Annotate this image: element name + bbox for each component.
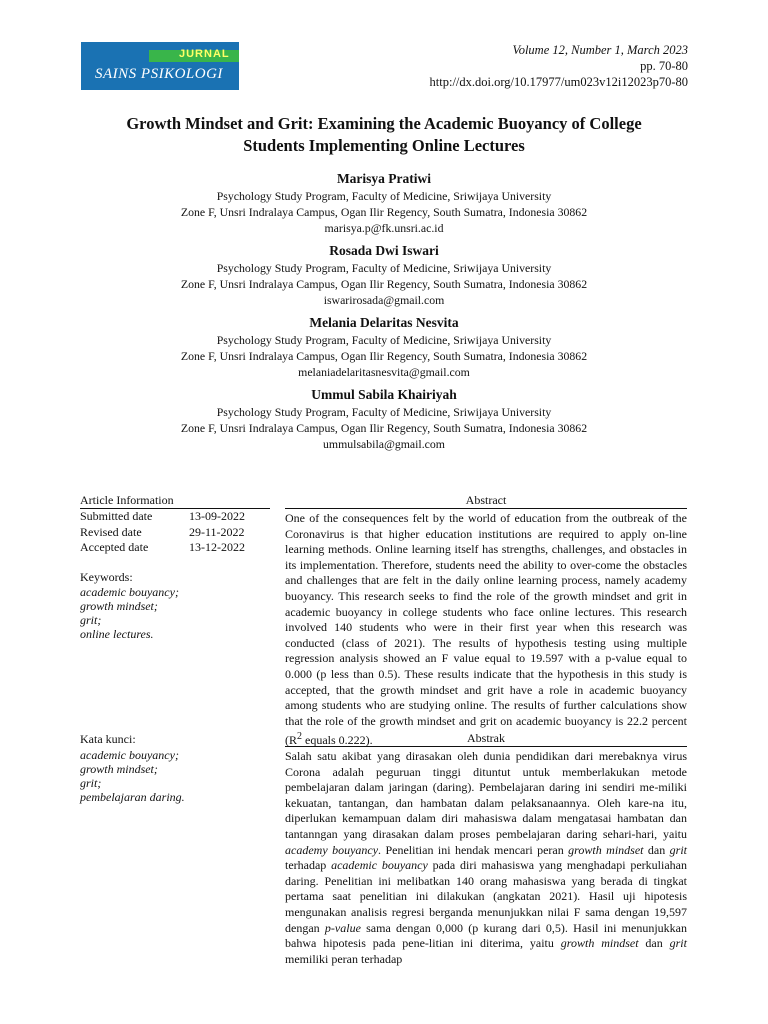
author-address: Zone F, Unsri Indralaya Campus, Ogan Ilir Regency, South Sumatra, Indonesia 30862 [180,205,588,219]
author-block [80,386,688,452]
author-affiliation: Psychology Study Program, Faculty of Medicine, Sriwijaya University [216,333,552,347]
keyword: grit; [80,613,102,627]
submitted-date: 13-09-2022 [189,509,245,523]
abstract-text [285,511,687,749]
abstract-section [285,494,687,749]
journal-logo [81,42,239,90]
author-email[interactable]: melaniadelaritasnesvita@gmail.com [298,365,470,379]
abstract-heading: Abstract [285,494,687,509]
revised-label: Revised date [80,524,142,539]
abstrak-text [285,749,687,967]
author-email[interactable]: marisya.p@fk.unsri.ac.id [324,221,444,235]
accepted-row [80,540,270,556]
keywords-label: Keywords: [80,569,133,584]
r-squared-superscript: 2 [297,731,302,743]
keyword: growth mindset; [80,599,158,613]
abstrak-italic: academy bouyancy [285,842,379,857]
author-affiliation: Psychology Study Program, Faculty of Medicine, Sriwijaya University [216,405,552,419]
article-information [80,494,270,641]
author-address: Zone F, Unsri Indralaya Campus, Ogan Ilir Regency, South Sumatra, Indonesia 30862 [180,277,588,291]
abstrak-italic: academic bouyancy [331,858,428,873]
kata-kunci-label: Kata kunci: [80,732,136,746]
doi-link[interactable]: http://dx.doi.org/10.17977/um023v12i12023p70-80 [429,75,688,89]
author-name: Marisya Pratiwi [336,171,432,186]
paper-title-line-1: Growth Mindset and Grit: Examining the Academic Buoyancy of College [126,114,642,133]
kata-kunci-item: grit; [80,775,102,790]
kata-kunci-item: growth mindset; [80,761,158,776]
author-affiliation: Psychology Study Program, Faculty of Medicine, Sriwijaya University [216,261,552,275]
accepted-label: Accepted date [80,540,149,554]
abstrak-part: memiliki peran terhadap [285,951,403,966]
abstrak-heading: Abstrak [285,732,687,747]
submitted-row [80,509,270,525]
author-name: Melania Delaritas Nesvita [309,315,459,330]
keyword: academic bouyancy; [80,585,179,599]
author-block [80,314,688,380]
author-block [80,170,688,236]
author-name: Ummul Sabila Khairiyah [311,387,457,402]
paper-title-line-2: Students Implementing Online Lectures [243,136,525,155]
author-address: Zone F, Unsri Indralaya Campus, Ogan Ilir Regency, South Sumatra, Indonesia 30862 [180,421,588,435]
abstrak-part: Salah satu akibat yang dirasakan oleh dunia pendidikan dari merebaknya virus Corona adalah peguruan tinggi dituntut untuk memberlakukan metode pembelajaran dalam jaringan (daring). Pembelajaran daring ini sendiri me-miliki kekuatan, tantangan, dan hambatan dalam pelaksanaannya. Oleh kare-na itu, diperlukan kemampuan dalam diri mahasiswa dalam mengatasai hambatan dan tantanngan yang dirasakan dalam proses pembelajaran daring sehari-hari, yaitu [285,749,687,841]
abstrak-section [285,732,687,967]
abstrak-part: terhadap [285,858,332,873]
author-list [80,170,688,458]
author-address: Zone F, Unsri Indralaya Campus, Ogan Ilir Regency, South Sumatra, Indonesia 30862 [180,349,588,363]
abstrak-part: . Penelitian ini hendak mencari peran [378,842,569,857]
submitted-label: Submitted date [80,509,153,523]
abstrak-part: dan [638,936,670,951]
kata-kunci-section [80,732,270,804]
author-email[interactable]: ummulsabila@gmail.com [323,437,445,451]
abstrak-part: dan [643,842,670,857]
page-range: pp. 70-80 [640,59,688,73]
author-email[interactable]: iswarirosada@gmail.com [323,293,445,307]
author-block [80,242,688,308]
revised-row [80,525,270,541]
abstrak-italic: growth mindset [560,936,639,951]
author-name: Rosada Dwi Iswari [329,243,439,258]
volume-info: Volume 12, Number 1, March 2023 [512,43,688,57]
abstrak-part: sama dengan 0,000 (p kurang dari 0,5). Hasil ini menunjukkan bahwa hipotesis pada pene-litian ini diterima, yaitu [285,920,687,951]
logo-jurnal-text: JURNAL [179,48,230,60]
paper-title [80,113,688,157]
logo-journal-name: SAINS PSIKOLOGI [95,66,223,82]
abstrak-part: pada diri mahasiswa yang menghadapi perkuliahan daring. Penelitian ini melibatkan 140 orang mahasiswa yang berada di tingkat pertama saat penelitian ini dilakukan (angkatan 2021). Hasil uji hipotesis mengunakan analisis regresi berganda menunjukkan nilai F sama dengan 19,597 dengan [285,858,687,935]
keyword: online lectures. [80,627,154,641]
abstrak-italic: grit [669,936,687,951]
abstrak-italic: grit [669,842,687,857]
accepted-date: 13-12-2022 [189,540,245,554]
article-info-heading: Article Information [80,494,270,509]
journal-meta [430,42,688,90]
kata-kunci-item: pembelajaran daring. [80,789,185,804]
abstract-end: equals 0.222). [302,733,373,748]
revised-date: 29-11-2022 [189,524,245,539]
abstract-body: One of the consequences felt by the world of education from the outbreak of the Coronavirus is that higher education institutions are required to apply on-line learning methods. Online learning itself has strengths, challenges, and obstacles in its implementation. Therefore, students need the ability to over-come the obstacles and challenges that are felt in the daily online learning process, namely academy buoyancy. This research seeks to find the role of the growth mindset and grit in academic buoyancy in college students who face online lectures. This research involved 140 students who were in their first year when this research was conducted (class of 2021). The results of hypothesis testing using multiple regression analysis showed an F value equal to 19.597 with a p-value equal to 0.000 (p less than 0.5). These results indicate that the hypothesis in this study is accepted, that the growth mindset and grit have a role in academic buoyancy among students who are studying online. The results of further calculations show that the role of the growth mindset and grit on academic buoyancy is 22.2 percent (R [285,511,687,748]
author-affiliation: Psychology Study Program, Faculty of Medicine, Sriwijaya University [216,189,552,203]
kata-kunci-item: academic bouyancy; [80,747,179,762]
abstrak-italic: p-value [324,920,361,935]
abstrak-italic: growth mindset [568,842,644,857]
